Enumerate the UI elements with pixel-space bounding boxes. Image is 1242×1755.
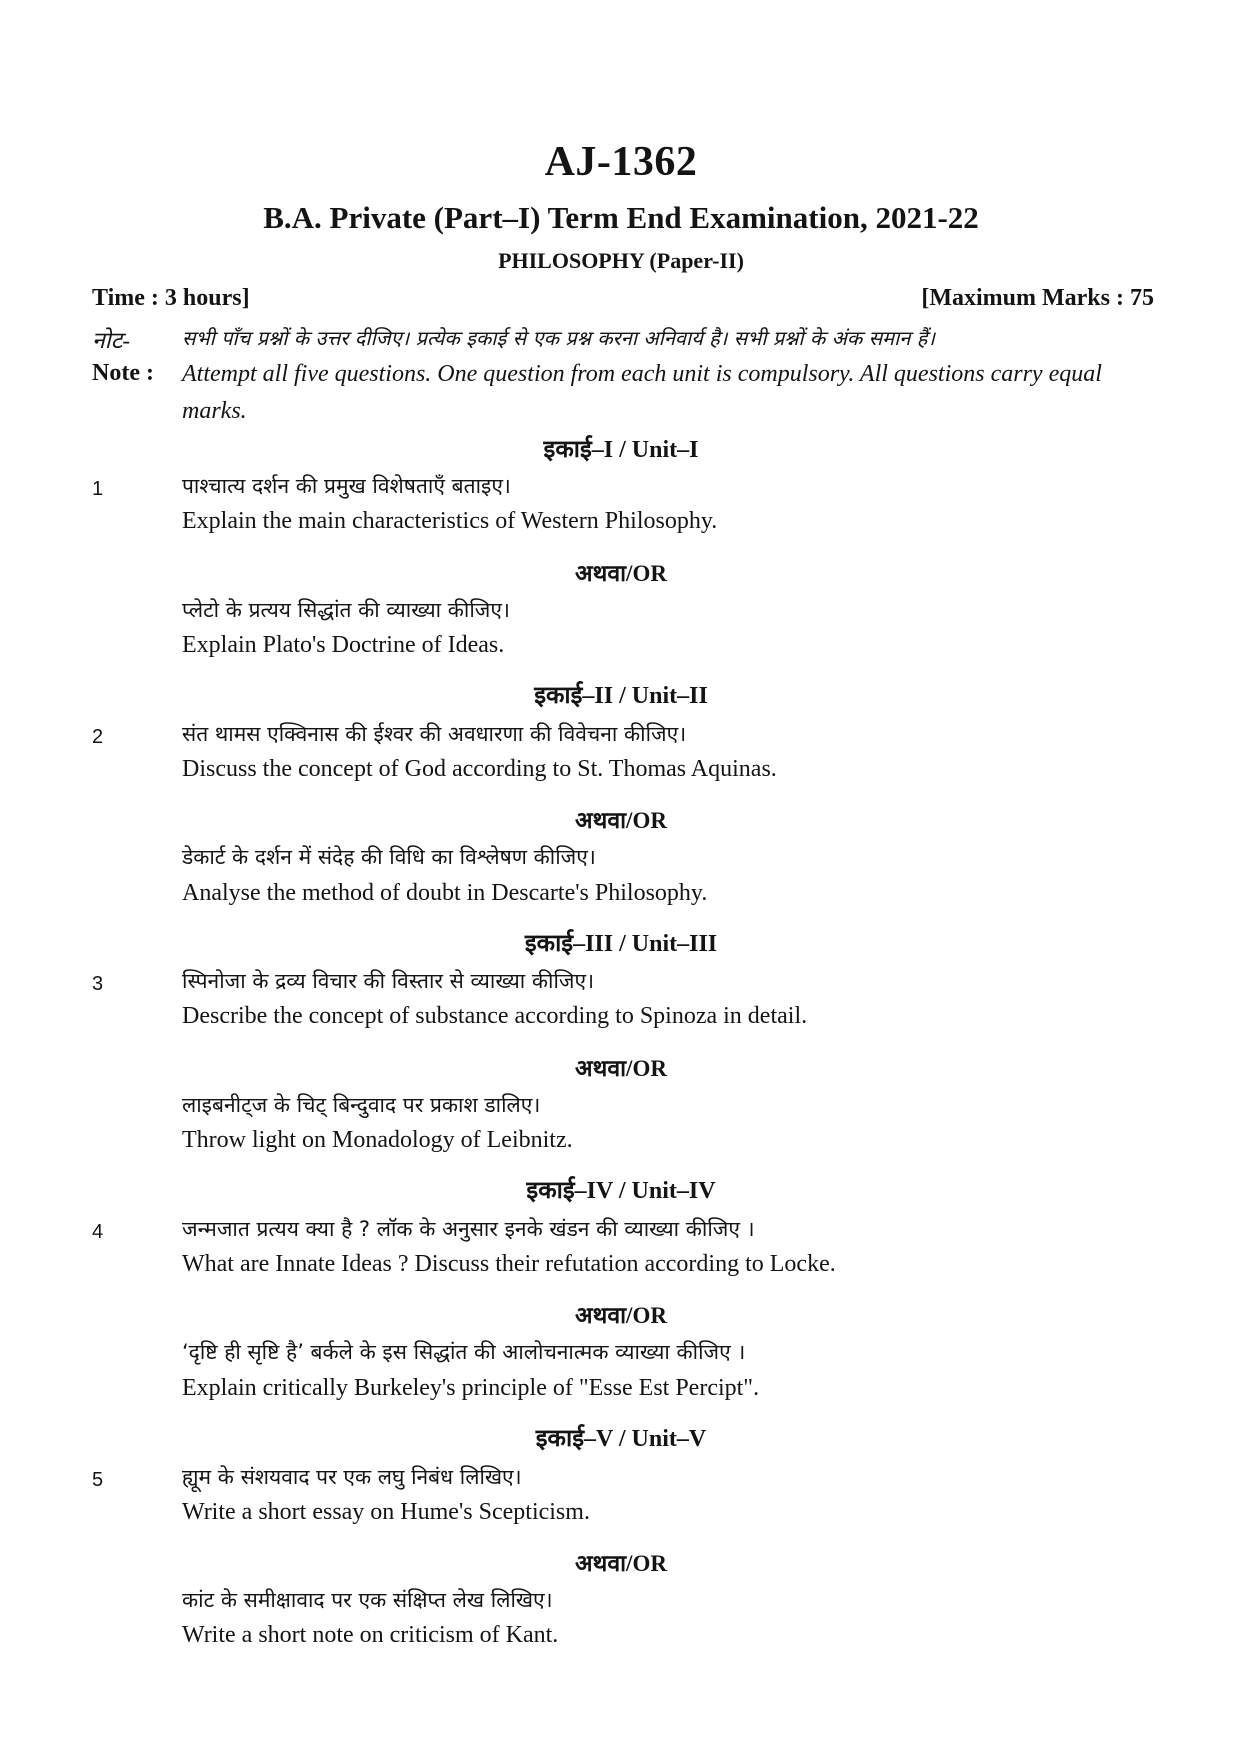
question-2a-english: Discuss the concept of God according to St. Thomas Aquinas. [182, 756, 777, 782]
question-4b-hindi: ‘दृष्टि ही सृष्टि है’ बर्कले के इस सिद्धांत की आलोचनात्मक व्याख्या कीजिए । [182, 1340, 746, 1364]
question-2a-hindi: संत थामस एक्विनास की ईश्वर की अवधारणा की विवेचना कीजिए। [182, 722, 687, 746]
question-5a-english: Write a short essay on Hume's Scepticism. [182, 1499, 590, 1525]
note-text-english: Attempt all five questions. One question from each unit is compulsory. All questions carry equal marks. [182, 361, 1102, 424]
question-3b-english: Throw light on Monadology of Leibnitz. [182, 1127, 573, 1153]
note-label-english: Note : [92, 360, 154, 386]
question-2b-english: Analyse the method of doubt in Descarte's Philosophy. [182, 880, 708, 906]
unit-4-heading: इकाई–IV / Unit–IV [526, 1178, 716, 1204]
question-number-1: 1 [92, 478, 104, 500]
question-1a-english: Explain the main characteristics of Western Philosophy. [182, 508, 718, 534]
unit-3-heading: इकाई–III / Unit–III [524, 931, 718, 957]
note-label-hindi: नोट- [92, 328, 130, 353]
question-1b-hindi: प्लेटो के प्रत्यय सिद्धांत की व्याख्या कीजिए। [182, 598, 510, 622]
question-3a-hindi: स्पिनोजा के द्रव्य विचार की विस्तार से व्याख्या कीजिए। [182, 969, 595, 993]
question-1a-hindi: पाश्चात्य दर्शन की प्रमुख विशेषताएँ बताइए। [182, 474, 511, 498]
paper-code: AJ-1362 [544, 139, 698, 185]
question-3a-english: Describe the concept of substance according to Spinoza in detail. [182, 1003, 808, 1029]
question-4a-hindi: जन्मजात प्रत्यय क्या है ? लॉक के अनुसार इनके खंडन की व्याख्या कीजिए । [182, 1217, 755, 1241]
unit-5-heading: इकाई–V / Unit–V [535, 1426, 707, 1452]
paper-title: PHILOSOPHY (Paper-II) [498, 248, 744, 273]
note-text-hindi: सभी पाँच प्रश्नों के उत्तर दीजिए। प्रत्येक इकाई से एक प्रश्न करना अनिवार्य है। सभी प्रश्नों के अंक समान हैं। [182, 326, 935, 350]
question-5b-hindi: कांट के समीक्षावाद पर एक संक्षिप्त लेख लिखिए। [182, 1588, 553, 1612]
exam-title: B.A. Private (Part–I) Term End Examination, 2021-22 [263, 200, 979, 235]
or-separator-2: अथवा/OR [575, 808, 667, 833]
question-number-4: 4 [92, 1221, 104, 1243]
question-2b-hindi: डेकार्ट के दर्शन में संदेह की विधि का विश्लेषण कीजिए। [182, 845, 596, 869]
unit-2-heading: इकाई–II / Unit–II [534, 683, 708, 709]
question-5a-hindi: ह्यूम के संशयवाद पर एक लघु निबंध लिखिए। [182, 1465, 522, 1489]
question-1b-english: Explain Plato's Doctrine of Ideas. [182, 632, 505, 658]
question-number-3: 3 [92, 973, 104, 995]
maximum-marks: [Maximum Marks : 75 [921, 285, 1154, 311]
question-number-5: 5 [92, 1469, 104, 1491]
question-4a-english: What are Innate Ideas ? Discuss their refutation according to Locke. [182, 1251, 836, 1277]
unit-1-heading: इकाई–I / Unit–I [543, 437, 699, 463]
question-number-2: 2 [92, 726, 104, 748]
or-separator-3: अथवा/OR [575, 1056, 667, 1081]
question-3b-hindi: लाइबनीट्ज के चिट् बिन्दुवाद पर प्रकाश डालिए। [182, 1093, 541, 1117]
or-separator-1: अथवा/OR [575, 561, 667, 586]
or-separator-5: अथवा/OR [575, 1551, 667, 1576]
question-4b-english: Explain critically Burkeley's principle of "Esse Est Percipt". [182, 1375, 760, 1401]
question-5b-english: Write a short note on criticism of Kant. [182, 1622, 559, 1648]
or-separator-4: अथवा/OR [575, 1303, 667, 1328]
time-allowed: Time : 3 hours] [92, 285, 250, 311]
